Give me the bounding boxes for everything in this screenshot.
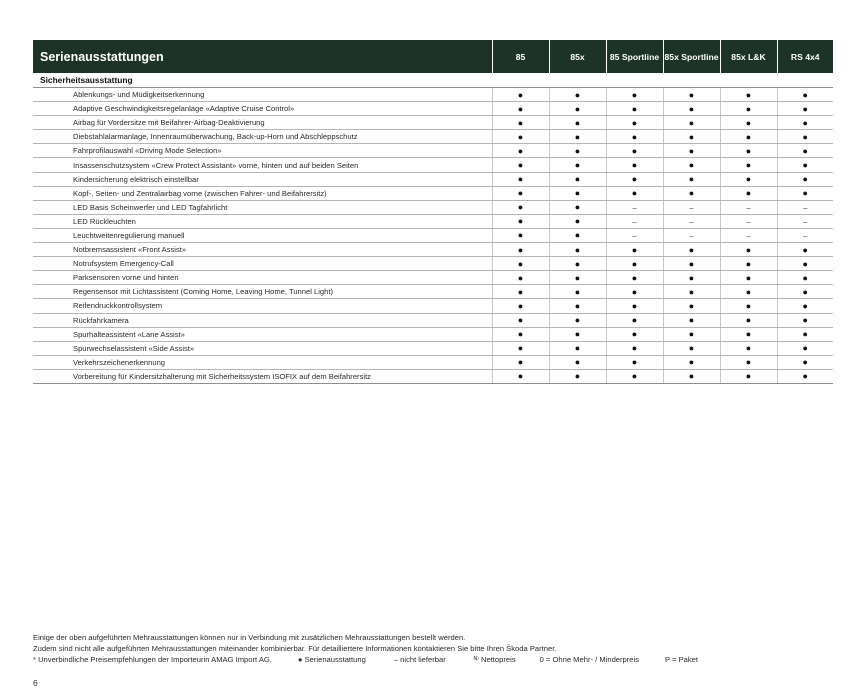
- column-header: 85x Sportline: [663, 40, 720, 73]
- column-header: 85 Sportline: [606, 40, 663, 73]
- standard-dot-icon: ●: [549, 355, 606, 369]
- standard-dot-icon: ●: [606, 327, 663, 341]
- standard-dot-icon: ●: [492, 327, 549, 341]
- table-row: [33, 243, 833, 257]
- standard-dot-icon: ●: [492, 228, 549, 242]
- standard-dot-icon: ●: [663, 88, 720, 102]
- standard-dot-icon: ●: [663, 257, 720, 271]
- legend-net-price: ᴺ⁾ Nettopreis: [473, 655, 516, 664]
- standard-dot-icon: ●: [549, 88, 606, 102]
- standard-dot-icon: ●: [549, 285, 606, 299]
- standard-dot-icon: ●: [492, 144, 549, 158]
- table-row: [33, 200, 833, 214]
- standard-dot-icon: ●: [549, 299, 606, 313]
- equipment-table: [33, 40, 833, 384]
- standard-dot-icon: ●: [777, 285, 833, 299]
- standard-dot-icon: ●: [720, 271, 777, 285]
- feature-label: Notrufsystem Emergency-Call: [33, 257, 492, 271]
- standard-dot-icon: ●: [720, 102, 777, 116]
- standard-dot-icon: ●: [663, 186, 720, 200]
- standard-dot-icon: ●: [663, 158, 720, 172]
- column-header: 85x L&K: [720, 40, 777, 73]
- equipment-table-container: [33, 40, 833, 384]
- standard-dot-icon: ●: [663, 116, 720, 130]
- standard-dot-icon: ●: [663, 313, 720, 327]
- feature-label: Fahrprofilauswahl «Driving Mode Selection»: [33, 144, 492, 158]
- not-available-cell: –: [720, 214, 777, 228]
- standard-dot-icon: ●: [606, 271, 663, 285]
- feature-label: Parksensoren vorne und hinten: [33, 271, 492, 285]
- table-row: [33, 186, 833, 200]
- footer-notes: [33, 633, 833, 666]
- standard-dot-icon: ●: [549, 243, 606, 257]
- feature-label: LED Basis Scheinwerfer und LED Tagfahrlicht: [33, 200, 492, 214]
- standard-dot-icon: ●: [777, 271, 833, 285]
- standard-dot-icon: ●: [720, 355, 777, 369]
- standard-dot-icon: ●: [606, 116, 663, 130]
- not-available-cell: –: [777, 228, 833, 242]
- legend: [33, 655, 833, 666]
- table-row: [33, 130, 833, 144]
- standard-dot-icon: ●: [663, 271, 720, 285]
- feature-label: Ablenkungs- und Müdigkeitserkennung: [33, 88, 492, 102]
- feature-label: Notbremsassistent «Front Assist»: [33, 243, 492, 257]
- standard-dot-icon: ●: [492, 369, 549, 383]
- standard-dot-icon: ●: [549, 228, 606, 242]
- feature-label: Spurhalteassistent «Lane Assist»: [33, 327, 492, 341]
- standard-dot-icon: ●: [492, 116, 549, 130]
- column-header: RS 4x4: [777, 40, 833, 73]
- not-available-cell: –: [663, 214, 720, 228]
- not-available-cell: –: [606, 200, 663, 214]
- table-row: [33, 299, 833, 313]
- standard-dot-icon: ●: [663, 341, 720, 355]
- standard-dot-icon: ●: [720, 341, 777, 355]
- standard-dot-icon: ●: [606, 243, 663, 257]
- standard-dot-icon: ●: [777, 341, 833, 355]
- not-available-cell: –: [606, 228, 663, 242]
- standard-dot-icon: ●: [720, 285, 777, 299]
- standard-dot-icon: ●: [663, 285, 720, 299]
- standard-dot-icon: ●: [720, 369, 777, 383]
- standard-dot-icon: ●: [606, 285, 663, 299]
- feature-label: Verkehrszeichenerkennung: [33, 355, 492, 369]
- standard-dot-icon: ●: [663, 327, 720, 341]
- standard-dot-icon: ●: [492, 172, 549, 186]
- standard-dot-icon: ●: [606, 88, 663, 102]
- standard-dot-icon: ●: [720, 172, 777, 186]
- standard-dot-icon: ●: [492, 130, 549, 144]
- feature-label: Diebstahlalarmanlage, Innenraumüberwachung, Back-up-Horn und Abschleppschutz: [33, 130, 492, 144]
- legend-standard: ● Serienausstattung: [297, 655, 366, 664]
- standard-dot-icon: ●: [777, 369, 833, 383]
- standard-dot-icon: ●: [549, 102, 606, 116]
- standard-dot-icon: ●: [777, 172, 833, 186]
- standard-dot-icon: ●: [492, 341, 549, 355]
- not-available-cell: –: [663, 200, 720, 214]
- table-row: [33, 172, 833, 186]
- standard-dot-icon: ●: [720, 130, 777, 144]
- standard-dot-icon: ●: [606, 299, 663, 313]
- feature-label: Insassenschutzsystem «Crew Protect Assistant» vorne, hinten und auf beiden Seiten: [33, 158, 492, 172]
- standard-dot-icon: ●: [777, 327, 833, 341]
- column-header: 85x: [549, 40, 606, 73]
- standard-dot-icon: ●: [606, 158, 663, 172]
- feature-label: LED Rückleuchten: [33, 214, 492, 228]
- standard-dot-icon: ●: [549, 144, 606, 158]
- standard-dot-icon: ●: [549, 116, 606, 130]
- column-header: 85: [492, 40, 549, 73]
- standard-dot-icon: ●: [777, 243, 833, 257]
- standard-dot-icon: ●: [549, 214, 606, 228]
- table-row: [33, 285, 833, 299]
- feature-label: Leuchtweitenregulierung manuell: [33, 228, 492, 242]
- table-title: Serienausstattungen: [33, 40, 492, 73]
- standard-dot-icon: ●: [492, 88, 549, 102]
- standard-dot-icon: ●: [606, 102, 663, 116]
- standard-dot-icon: ●: [777, 158, 833, 172]
- table-row: [33, 271, 833, 285]
- standard-dot-icon: ●: [777, 313, 833, 327]
- standard-dot-icon: ●: [777, 355, 833, 369]
- feature-label: Spurwechselassistent «Side Assist»: [33, 341, 492, 355]
- standard-dot-icon: ●: [492, 355, 549, 369]
- not-available-cell: –: [720, 228, 777, 242]
- standard-dot-icon: ●: [492, 313, 549, 327]
- feature-label: Kindersicherung elektrisch einstellbar: [33, 172, 492, 186]
- standard-dot-icon: ●: [606, 313, 663, 327]
- standard-dot-icon: ●: [606, 369, 663, 383]
- standard-dot-icon: ●: [492, 102, 549, 116]
- standard-dot-icon: ●: [720, 116, 777, 130]
- standard-dot-icon: ●: [606, 186, 663, 200]
- standard-dot-icon: ●: [492, 158, 549, 172]
- standard-dot-icon: ●: [549, 271, 606, 285]
- standard-dot-icon: ●: [606, 341, 663, 355]
- standard-dot-icon: ●: [663, 369, 720, 383]
- table-row: [33, 88, 833, 102]
- standard-dot-icon: ●: [777, 116, 833, 130]
- standard-dot-icon: ●: [777, 102, 833, 116]
- legend-package: P = Paket: [665, 655, 699, 664]
- feature-label: Adaptive Geschwindigkeitsregelanlage «Adaptive Cruise Control»: [33, 102, 492, 116]
- standard-dot-icon: ●: [720, 144, 777, 158]
- not-available-cell: –: [777, 214, 833, 228]
- legend-zero-price: 0 = Ohne Mehr- / Minderpreis: [539, 655, 640, 664]
- table-row: [33, 327, 833, 341]
- legend-price-note: * Unverbindliche Preisempfehlungen der Importeurin AMAG Import AG.: [33, 655, 272, 664]
- standard-dot-icon: ●: [492, 299, 549, 313]
- not-available-cell: –: [720, 200, 777, 214]
- standard-dot-icon: ●: [777, 186, 833, 200]
- standard-dot-icon: ●: [549, 327, 606, 341]
- not-available-cell: –: [663, 228, 720, 242]
- feature-label: Regensensor mit Lichtassistent (Coming Home, Leaving Home, Tunnel Light): [33, 285, 492, 299]
- standard-dot-icon: ●: [549, 158, 606, 172]
- feature-label: Kopf-, Seiten- und Zentralairbag vorne (zwischen Fahrer- und Beifahrersitz): [33, 186, 492, 200]
- table-row: [33, 228, 833, 242]
- standard-dot-icon: ●: [606, 355, 663, 369]
- standard-dot-icon: ●: [663, 299, 720, 313]
- standard-dot-icon: ●: [663, 355, 720, 369]
- standard-dot-icon: ●: [777, 144, 833, 158]
- standard-dot-icon: ●: [492, 186, 549, 200]
- table-row: [33, 158, 833, 172]
- standard-dot-icon: ●: [549, 130, 606, 144]
- standard-dot-icon: ●: [777, 130, 833, 144]
- standard-dot-icon: ●: [606, 257, 663, 271]
- table-row: [33, 144, 833, 158]
- standard-dot-icon: ●: [606, 130, 663, 144]
- table-row: [33, 355, 833, 369]
- standard-dot-icon: ●: [663, 243, 720, 257]
- standard-dot-icon: ●: [720, 313, 777, 327]
- table-row: [33, 313, 833, 327]
- feature-label: Reifendruckkontrollsystem: [33, 299, 492, 313]
- standard-dot-icon: ●: [492, 200, 549, 214]
- table-row: [33, 257, 833, 271]
- footer-note-line-1: Einige der oben aufgeführten Mehrausstattungen können nur in Verbindung mit zusätzlichen Mehrausstattungen bestellt werden.: [33, 633, 466, 642]
- standard-dot-icon: ●: [606, 172, 663, 186]
- feature-label: Airbag für Vordersitze mit Beifahrer-Airbag-Deaktivierung: [33, 116, 492, 130]
- feature-label: Rückfahrkamera: [33, 313, 492, 327]
- page-number: 6: [33, 678, 38, 688]
- standard-dot-icon: ●: [549, 257, 606, 271]
- standard-dot-icon: ●: [777, 88, 833, 102]
- section-title: Sicherheitsausstattung: [33, 73, 833, 88]
- standard-dot-icon: ●: [720, 299, 777, 313]
- standard-dot-icon: ●: [549, 341, 606, 355]
- table-row: [33, 116, 833, 130]
- table-header-row: [33, 40, 833, 73]
- standard-dot-icon: ●: [720, 257, 777, 271]
- standard-dot-icon: ●: [720, 186, 777, 200]
- standard-dot-icon: ●: [720, 88, 777, 102]
- standard-dot-icon: ●: [663, 144, 720, 158]
- standard-dot-icon: ●: [492, 243, 549, 257]
- not-available-cell: –: [606, 214, 663, 228]
- standard-dot-icon: ●: [777, 257, 833, 271]
- standard-dot-icon: ●: [492, 214, 549, 228]
- table-row: [33, 102, 833, 116]
- standard-dot-icon: ●: [663, 172, 720, 186]
- standard-dot-icon: ●: [777, 299, 833, 313]
- standard-dot-icon: ●: [549, 186, 606, 200]
- standard-dot-icon: ●: [549, 172, 606, 186]
- standard-dot-icon: ●: [492, 285, 549, 299]
- footer-note-line-2: Zudem sind nicht alle aufgeführten Mehrausstattungen miteinander kombinierbar. Für detailliertere Informationen kontaktieren Sie bitte Ihren Škoda Partner.: [33, 643, 557, 653]
- table-row: [33, 214, 833, 228]
- standard-dot-icon: ●: [720, 243, 777, 257]
- standard-dot-icon: ●: [492, 257, 549, 271]
- standard-dot-icon: ●: [720, 327, 777, 341]
- standard-dot-icon: ●: [720, 158, 777, 172]
- standard-dot-icon: ●: [663, 130, 720, 144]
- not-available-cell: –: [777, 200, 833, 214]
- standard-dot-icon: ●: [549, 200, 606, 214]
- standard-dot-icon: ●: [606, 144, 663, 158]
- section-header-row: [33, 73, 833, 88]
- table-row: [33, 341, 833, 355]
- table-row: [33, 369, 833, 383]
- legend-not-available: – nicht lieferbar: [393, 655, 446, 664]
- feature-label: Vorbereitung für Kindersitzhalterung mit Sicherheitssystem ISOFIX auf dem Beifahrersitz: [33, 369, 492, 383]
- standard-dot-icon: ●: [663, 102, 720, 116]
- standard-dot-icon: ●: [549, 369, 606, 383]
- standard-dot-icon: ●: [492, 271, 549, 285]
- standard-dot-icon: ●: [549, 313, 606, 327]
